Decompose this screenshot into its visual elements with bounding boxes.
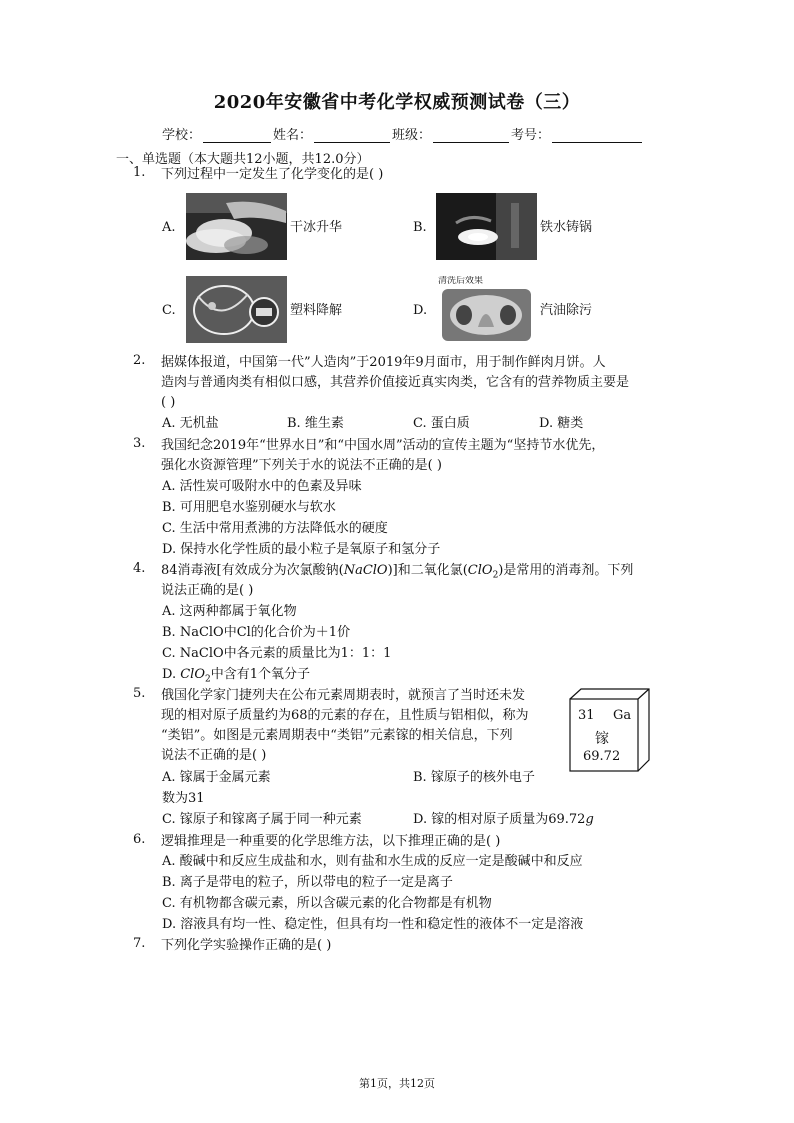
question-text-line: 俄国化学家门捷列夫在公布元素周期表时，就预言了当时还未发 <box>161 688 526 703</box>
option: D. 溶液具有均一性、稳定性，但具有均一性和稳定性的液体不一定是溶液 <box>162 917 584 932</box>
dry-ice-photo <box>186 193 287 260</box>
option-letter: B. <box>413 220 427 235</box>
class-blank[interactable] <box>433 130 509 143</box>
examno-label: 考号： <box>511 128 551 143</box>
option <box>413 810 594 830</box>
option: A. 这两种都属于氧化物 <box>162 604 297 619</box>
question-text: 下列过程中一定发生了化学变化的是( ) <box>161 167 384 182</box>
option: B. 维生素 <box>287 416 344 431</box>
option: A. 酸碱中和反应生成盐和水，则有盐和水生成的反应一定是酸碱中和反应 <box>162 854 583 869</box>
class-label: 班级： <box>392 128 432 143</box>
option: A. 无机盐 <box>162 416 219 431</box>
examno-blank[interactable] <box>552 130 642 143</box>
option-text: 铁水铸锅 <box>540 220 593 235</box>
page-title: 2020年安徽省中考化学权威预测试卷（三） <box>213 92 581 113</box>
option: C. NaClO中各元素的质量比为1：1：1 <box>162 646 392 661</box>
question-text-line: 造肉与普通肉类有相似口感，其营养价值接近真实肉类，它含有的营养物质主要是 <box>161 375 630 390</box>
option-text: 中含有1个氧分子 <box>210 667 311 682</box>
option-letter: A. <box>162 220 176 235</box>
option-text: 塑料降解 <box>290 303 343 318</box>
text-segment: 84消毒液[有效成分为次氯酸钠( <box>161 563 344 578</box>
question-number: 2. <box>133 353 146 368</box>
formula-clo2: ClO <box>180 667 205 682</box>
question-text-line: 据媒体报道，中国第一代”人造肉”于2019年9月面市，用于制作鲜肉月饼。人 <box>161 355 606 370</box>
question-text-line: 说法不正确的是( ) <box>161 748 267 763</box>
question-text-line: 强化水资源管理”下列关于水的说法不正确的是( ) <box>161 458 442 473</box>
option-text: 汽油除污 <box>540 303 593 318</box>
question-text-line: 逻辑推理是一种重要的化学思维方法，以下推理正确的是( ) <box>161 834 501 849</box>
question-number: 3. <box>133 436 146 451</box>
section-heading: 一、单选题（本大题共12小题，共12.0分） <box>116 152 370 167</box>
option: C. 生活中常用煮沸的方法降低水的硬度 <box>162 521 388 536</box>
name-blank[interactable] <box>314 130 390 143</box>
option: B. 镓原子的核外电子 <box>413 770 535 785</box>
question-number: 7. <box>133 936 146 951</box>
question-number: 6. <box>133 832 146 847</box>
option: A. 活性炭可吸附水中的色素及异味 <box>162 479 362 494</box>
option-text: D. 镓的相对原子质量为69.72 <box>413 812 586 827</box>
page-footer: 第1页，共12页 <box>359 1077 435 1090</box>
name-label: 姓名： <box>273 128 313 143</box>
unit-g: g <box>585 812 594 827</box>
option: C. 蛋白质 <box>413 416 470 431</box>
question-text-line: 下列化学实验操作正确的是( ) <box>161 938 332 953</box>
option: D. 保持水化学性质的最小粒子是氧原子和氢分子 <box>162 542 441 557</box>
student-info-line <box>162 124 644 143</box>
question-text-line: ( ) <box>161 395 176 410</box>
formula-naclo: NaClO <box>343 563 388 578</box>
option-continuation: 数为31 <box>162 791 205 806</box>
school-blank[interactable] <box>203 130 271 143</box>
option: B. 可用肥皂水鉴别硬水与软水 <box>162 500 336 515</box>
atomic-number: 31 <box>578 708 595 723</box>
option: B. NaClO中Cl的化合价为＋1价 <box>162 625 351 640</box>
option: C. 有机物都含碳元素，所以含碳元素的化合物都是有机物 <box>162 896 492 911</box>
option: A. 镓属于金属元素 <box>162 770 271 785</box>
question-number: 1. <box>133 165 146 180</box>
option-letter: D. <box>413 303 428 318</box>
formula-subscript: 2 <box>492 570 499 581</box>
formula-subscript: 2 <box>205 674 211 685</box>
question-text-line: “类铝”。如图是元素周期表中“类铝”元素镓的相关信息，下列 <box>161 728 513 743</box>
school-label: 学校： <box>162 128 202 143</box>
plastic-degradation-photo <box>186 276 287 343</box>
option-text: 干冰升华 <box>290 220 343 235</box>
element-name: 镓 <box>595 731 609 747</box>
molten-iron-photo <box>436 193 537 260</box>
text-segment: )是常用的消毒剂。下列 <box>498 563 634 578</box>
question-text-line: 我国纪念2019年“世界水日”和“中国水周”活动的宣传主题为“坚持节水优先， <box>161 438 605 453</box>
option-letter: C. <box>162 303 176 318</box>
option: D. 糖类 <box>539 416 584 431</box>
question-text-line: 说法正确的是( ) <box>161 583 254 598</box>
question-text-line: 现的相对原子质量约为68的元素的存在，且性质与铝相似，称为 <box>161 708 529 723</box>
atomic-mass: 69.72 <box>583 749 621 764</box>
option: B. 离子是带电的粒子，所以带电的粒子一定是离子 <box>162 875 453 890</box>
text-segment: )]和二氧化氯( <box>387 563 468 578</box>
option: C. 镓原子和镓离子属于同一种元素 <box>162 812 362 827</box>
gasoline-cleaning-photo <box>436 276 537 343</box>
photo-caption: 清洗后效果 <box>438 276 484 286</box>
formula-clo2: ClO <box>467 563 493 578</box>
question-number: 5. <box>133 686 146 701</box>
question-number: 4. <box>133 561 146 576</box>
option-letter: D. <box>162 667 177 682</box>
element-symbol: Ga <box>613 708 632 723</box>
element-card-gallium <box>569 688 651 773</box>
